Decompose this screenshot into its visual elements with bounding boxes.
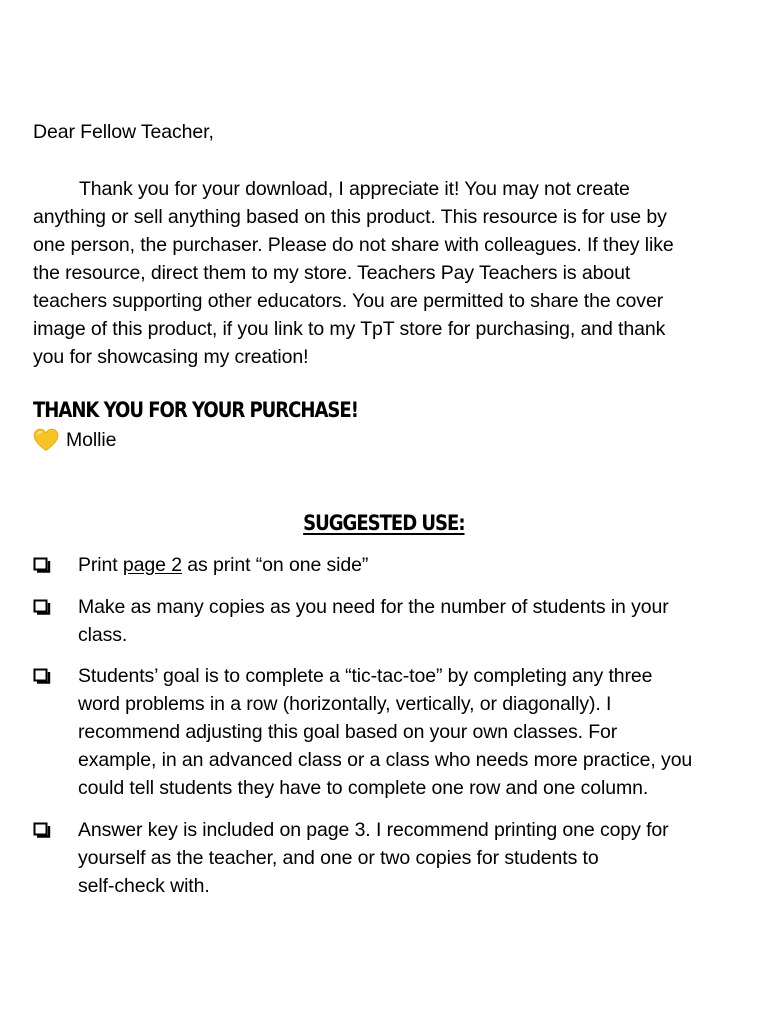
item-text-before: Print: [78, 554, 123, 576]
thank-you-heading: THANK YOU FOR YOUR PURCHASE!: [33, 398, 358, 422]
paragraph-line: you for showcasing my creation!: [33, 346, 309, 368]
checkbox-icon: [33, 557, 51, 573]
suggested-use-heading-wrap: [0, 507, 768, 539]
list-item-line: Answer key is included on page 3. I recommend printing one copy for: [78, 819, 669, 841]
signature: [33, 426, 116, 454]
list-item: [33, 662, 738, 802]
suggested-use-heading: SUGGESTED USE:: [303, 511, 465, 535]
list-item-line: example, in an advanced class or a class who needs more practice, you: [78, 749, 693, 771]
paragraph-line: image of this product, if you link to my TpT store for purchasing, and thank: [33, 318, 666, 340]
checkbox-icon: [33, 668, 51, 684]
paragraph-line: one person, the purchaser. Please do not share with colleagues. If they like: [33, 234, 674, 256]
suggested-use-list: [33, 551, 738, 900]
checkbox-icon: [33, 822, 51, 838]
list-item-line: yourself as the teacher, and one or two copies for students to: [78, 847, 599, 869]
paragraph-line: the resource, direct them to my store. Teachers Pay Teachers is about: [33, 262, 631, 284]
list-item-line: recommend adjusting this goal based on your own classes. For: [78, 721, 618, 743]
checkbox-icon: [33, 599, 51, 615]
salutation: Dear Fellow Teacher,: [33, 121, 214, 143]
list-item: [33, 816, 738, 900]
list-item-line: class.: [78, 624, 128, 646]
paragraph-line: Thank you for your download, I appreciate it! You may not create: [79, 178, 630, 200]
letter-paragraph: [33, 175, 738, 371]
list-item-line: word problems in a row (horizontally, vertically, or diagonally). I: [78, 693, 612, 715]
list-item-text: [78, 551, 738, 579]
paragraph-line: teachers supporting other educators. You are permitted to share the cover: [33, 290, 664, 312]
signature-name: Mollie: [66, 429, 117, 451]
list-item-line: self-check with.: [78, 875, 210, 897]
paragraph-line: anything or sell anything based on this product. This resource is for use by: [33, 206, 667, 228]
list-item: [33, 593, 738, 649]
page-2-reference: page 2: [122, 554, 182, 576]
list-item-line: could tell students they have to complete one row and one column.: [78, 777, 649, 799]
yellow-heart-icon: [33, 428, 59, 452]
item-text-after: as print “on one side”: [181, 554, 369, 576]
list-item: [33, 551, 738, 579]
list-item-line: Make as many copies as you need for the number of students in your: [78, 596, 669, 618]
list-item-line: Students’ goal is to complete a “tic-tac-toe” by completing any three: [78, 665, 653, 687]
